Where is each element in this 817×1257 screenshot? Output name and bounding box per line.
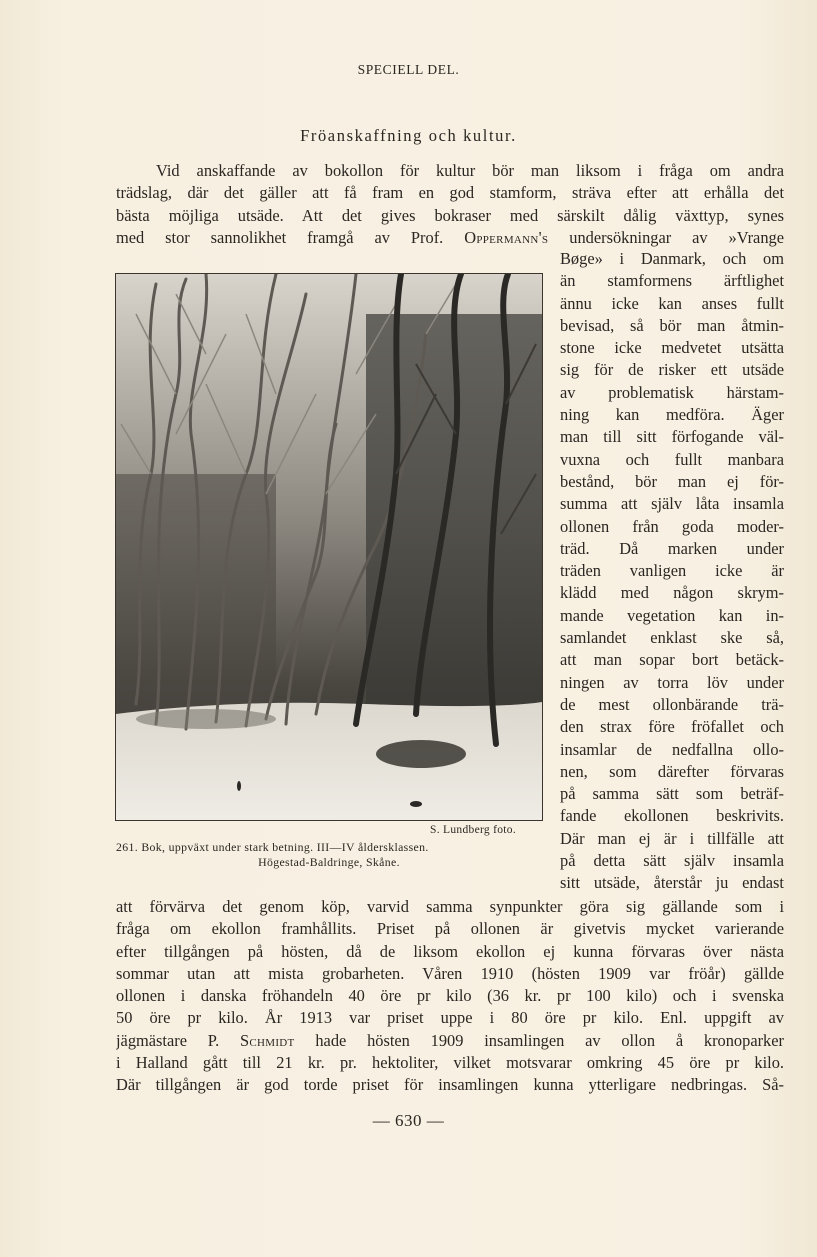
page-number: — 630 —	[372, 1111, 445, 1130]
text-line: sommar utan att mista grobarheten. Våren 1910 (hösten 1909 var fröår) gällde	[116, 963, 784, 983]
text-line: ollonen från goda moder-	[560, 516, 784, 536]
text-line: fande ekollonen beskrivits.	[560, 806, 784, 826]
photo-illustration	[116, 274, 542, 820]
text-line: nen, som därefter förvaras	[560, 761, 784, 781]
text-line: träd. Då marken under	[560, 538, 784, 558]
text-line: på samma sätt som beträf-	[560, 784, 784, 804]
text-line: vuxna och fullt manbara	[560, 449, 784, 469]
photo-credit: S. Lundberg foto.	[430, 824, 517, 836]
text-line: att förvärva det genom köp, varvid samma synpunkter göra sig gällande som i	[116, 897, 784, 916]
text-line: ning kan medföra. Äger	[560, 405, 784, 425]
text-line: stone icke medvetet utsätta	[560, 338, 784, 358]
photograph-beech-trees	[115, 273, 543, 821]
text-line: man till sitt förfogande väl-	[560, 427, 784, 447]
text-line: än stamformens ärftlighet	[560, 271, 784, 291]
text-line: samlandet enklast ske så,	[560, 628, 784, 648]
text-line: Bøge» i Danmark, och om	[560, 249, 784, 268]
text-line: den strax före fröfallet och	[560, 717, 784, 737]
text-line: klädd med någon skrym-	[560, 583, 784, 603]
text-line: sig för de risker ett utsäde	[560, 360, 784, 380]
text-line: träden vanligen icke är	[560, 561, 784, 581]
figure-caption-location: Högestad-Baldringe, Skåne.	[258, 855, 400, 869]
text-line: ningen av torra löv under	[560, 672, 784, 692]
text-line: de mest ollonbärande trä-	[560, 694, 784, 714]
text-line: trädslag, där det gäller att få fram en god stamform, sträva efter att erhålla det	[116, 183, 784, 203]
person-name: Schmidt	[239, 1030, 295, 1050]
section-title: Fröanskaffning och kultur.	[300, 126, 517, 145]
text-line: på detta sätt själv insamla	[560, 851, 784, 871]
text-line: bestånd, bör man ej för-	[560, 471, 784, 491]
text-line: bevisad, så bör man åtmin-	[560, 315, 784, 335]
text-line: fråga om ekollon framhållits. Priset på ollonen är givetvis mycket varierande	[116, 919, 784, 939]
text-line: summa att själv låta insamla	[560, 494, 784, 514]
running-head: SPECIELL DEL.	[357, 62, 460, 77]
figure-caption: 261. Bok, uppväxt under stark betning. III—IV åldersklassen.	[116, 840, 429, 854]
text-line: Där tillgången är god torde priset för insamlingen kunna ytterligare nedbringas. Så-	[116, 1075, 784, 1095]
bottom-paragraph	[116, 896, 784, 1097]
text-line: att man sopar bort betäck-	[560, 650, 784, 670]
text-line: 50 öre pr kilo. År 1913 var priset uppe i 80 öre pr kilo. Enl. uppgift av	[116, 1008, 784, 1028]
text-line: ollonen i danska fröhandeln 40 öre pr kilo (36 kr. pr 100 kilo) och i svenska	[116, 986, 784, 1006]
text-line: insamlar de nedfallna ollo-	[560, 739, 784, 759]
text-line: efter tillgången på hösten, då de liksom ekollon ej kunna förvaras över nästa	[116, 941, 784, 961]
text-line: i Halland gått till 21 kr. pr. hektoliter, vilket motsvarar omkring 45 öre pr kilo.	[116, 1053, 784, 1073]
side-column-text	[560, 248, 784, 895]
text-line: sitt utsäde, återstår ju endast	[560, 873, 784, 893]
intro-paragraph	[116, 160, 784, 249]
text-line: av problematisk härstam-	[560, 382, 784, 402]
text-line: med stor sannolikhet framgå av Prof. Oppermann's undersökningar av »Vrange	[116, 227, 784, 247]
text-line: ännu icke kan anses fullt	[560, 293, 784, 313]
text-line: mande vegetation kan in-	[560, 605, 784, 625]
text-line: Vid anskaffande av bokollon för kultur bör man liksom i fråga om andra	[156, 161, 784, 180]
text-line: jägmästare P. Schmidt hade hösten 1909 insamlingen av ollon å kronoparker	[116, 1030, 784, 1050]
text-line: Där man ej är i tillfälle att	[560, 828, 784, 848]
text-line: bästa möjliga utsäde. Att det gives bokraser med särskilt dålig växttyp, synes	[116, 205, 784, 225]
author-name: Oppermann's	[464, 227, 549, 247]
